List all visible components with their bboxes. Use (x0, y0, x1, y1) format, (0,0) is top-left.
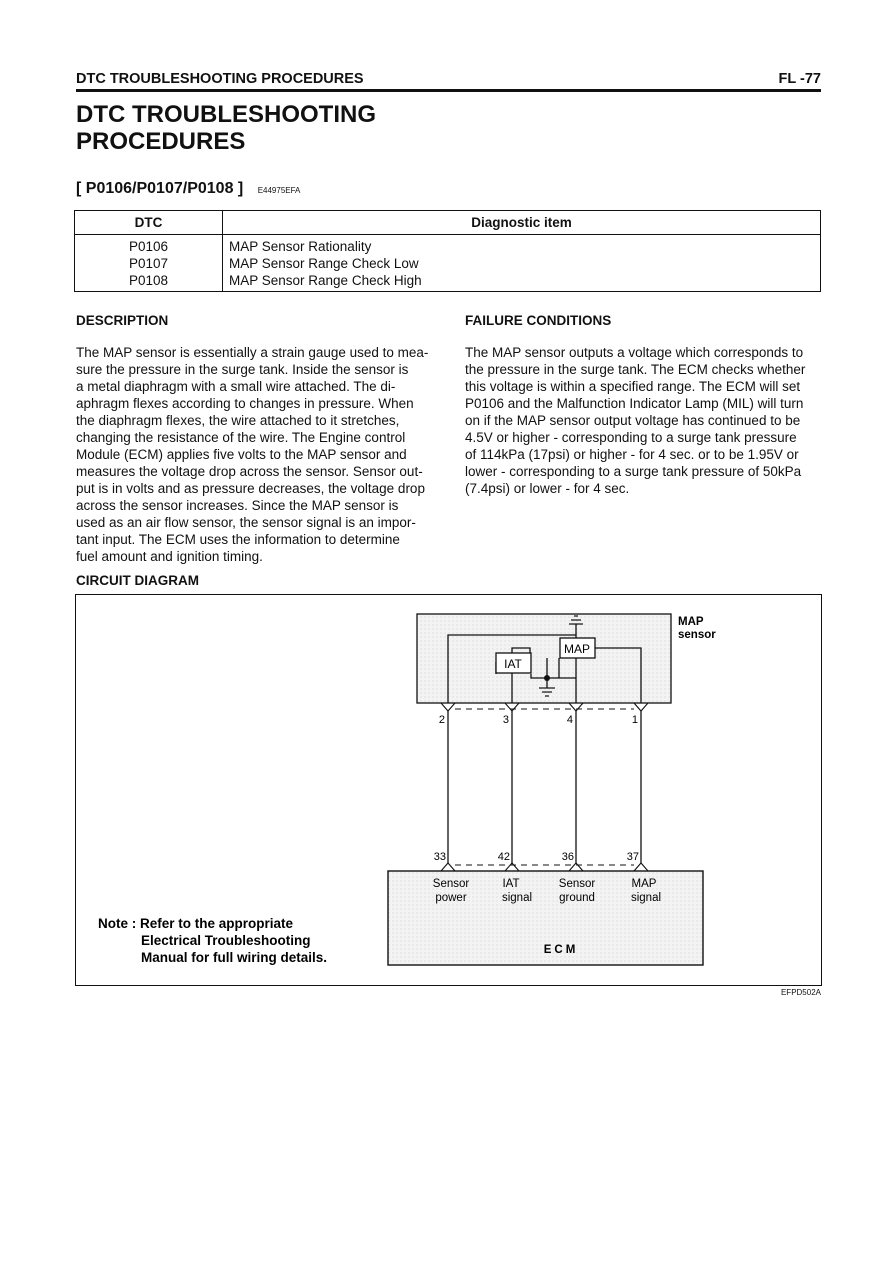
description-line: fuel amount and ignition timing. (76, 549, 263, 564)
failure-line: 4.5V or higher - corresponding to a surge tank pressure (465, 430, 797, 445)
dtc-cell: P0106 (75, 235, 223, 256)
sensor-pin-number: 1 (631, 714, 638, 726)
description-line: used as an air flow sensor, the sensor signal is an impor- (76, 515, 416, 530)
map-element-label: MAP (563, 642, 591, 656)
sensor-connector (441, 703, 648, 711)
ecm-pin-number: 36 (561, 851, 574, 863)
diagnostic-item-cell: MAP Sensor Rationality (223, 235, 821, 256)
map-sensor-label: MAP (678, 616, 704, 628)
failure-line: this voltage is within a specified range. The ECM will set (465, 379, 801, 394)
dtc-cell: P0107 (75, 255, 223, 272)
note-line: Electrical Troubleshooting (141, 933, 311, 948)
failure-line: on if the MAP sensor output voltage has continued to be (465, 413, 801, 428)
figure-code: EFPD502A (780, 988, 821, 997)
failure-line: the pressure in the surge tank. The ECM checks whether (465, 362, 806, 377)
description-line: measures the voltage drop across the sensor. Sensor out- (76, 464, 423, 479)
failure-line: The MAP sensor outputs a voltage which corresponds to (465, 345, 804, 360)
header-section-title: DTC TROUBLESHOOTING PROCEDURES (76, 71, 364, 87)
sensor-pin-number: 4 (566, 714, 573, 726)
harness-wires (448, 711, 641, 863)
ecm-terminal-label: signal (630, 892, 662, 904)
description-line: Module (ECM) applies five volts to the MAP sensor and (76, 447, 407, 462)
failure-line: P0106 and the Malfunction Indicator Lamp (MIL) will turn (465, 396, 804, 411)
note-line: Note : Refer to the appropriate (98, 916, 294, 931)
description-line: a metal diaphragm with a small wire attached. The di- (76, 379, 396, 394)
diagnostic-item-cell: MAP Sensor Range Check High (223, 272, 821, 292)
dtc-reference: E44975EFA (257, 186, 301, 195)
diagnostic-item-column-header: Diagnostic item (223, 211, 821, 235)
diagnostic-item-cell: MAP Sensor Range Check Low (223, 255, 821, 272)
ecm-terminal-label: signal (501, 892, 533, 904)
description-line: across the sensor increases. Since the MAP sensor is (76, 498, 399, 513)
dtc-column-header: DTC (75, 211, 223, 235)
iat-element-label: IAT (504, 657, 522, 671)
ecm-pin-number: 42 (497, 851, 510, 863)
description-line: the diaphragm flexes, the wire attached to it stretches, (76, 413, 400, 428)
failure-line: (7.4psi) or lower - for 4 sec. (465, 481, 630, 496)
description-line: aphragm flexes according to changes in pressure. When (76, 396, 414, 411)
failure-line: of 114kPa (17psi) or higher - for 4 sec. or to be 1.95V or (465, 447, 799, 462)
header-page-number: FL -77 (778, 71, 821, 87)
ecm-terminal-label: IAT (502, 878, 520, 890)
sensor-pin-number: 3 (502, 714, 509, 726)
description-line: put is in volts and as pressure decreases, the voltage drop (76, 481, 425, 496)
dtc-codes: [ P0106/P0107/P0108 ] (76, 180, 244, 197)
ecm-pin-number: 37 (626, 851, 639, 863)
circuit-diagram-heading: CIRCUIT DIAGRAM (76, 573, 199, 588)
description-line: tant input. The ECM uses the information to determine (76, 532, 400, 547)
ecm-terminal-label: Sensor (558, 878, 596, 890)
description-line: changing the resistance of the wire. The Engine control (76, 430, 406, 445)
ecm-pin-number: 33 (433, 851, 446, 863)
failure-conditions-heading: FAILURE CONDITIONS (465, 313, 612, 328)
description-line: sure the pressure in the surge tank. Inside the sensor is (76, 362, 409, 377)
ecm-terminal-label: power (435, 892, 467, 904)
map-sensor-label: sensor (678, 629, 716, 641)
junction-dot (544, 675, 550, 681)
map-sensor-body (417, 614, 671, 703)
ecm-connector (441, 863, 648, 871)
sensor-pin-number: 2 (438, 714, 445, 726)
ecm-terminal-label: Sensor (432, 878, 470, 890)
description-heading: DESCRIPTION (76, 313, 169, 328)
dtc-cell: P0108 (75, 272, 223, 292)
ecm-label: ECM (543, 944, 579, 956)
note-line: Manual for full wiring details. (141, 950, 328, 965)
page-title: DTC TROUBLESHOOTING PROCEDURES (76, 101, 376, 155)
ecm-terminal-label: ground (559, 892, 595, 904)
ecm-terminal-label: MAP (631, 878, 657, 890)
description-line: The MAP sensor is essentially a strain gauge used to mea- (76, 345, 429, 360)
failure-line: lower - corresponding to a surge tank pressure of 50kPa (465, 464, 802, 479)
